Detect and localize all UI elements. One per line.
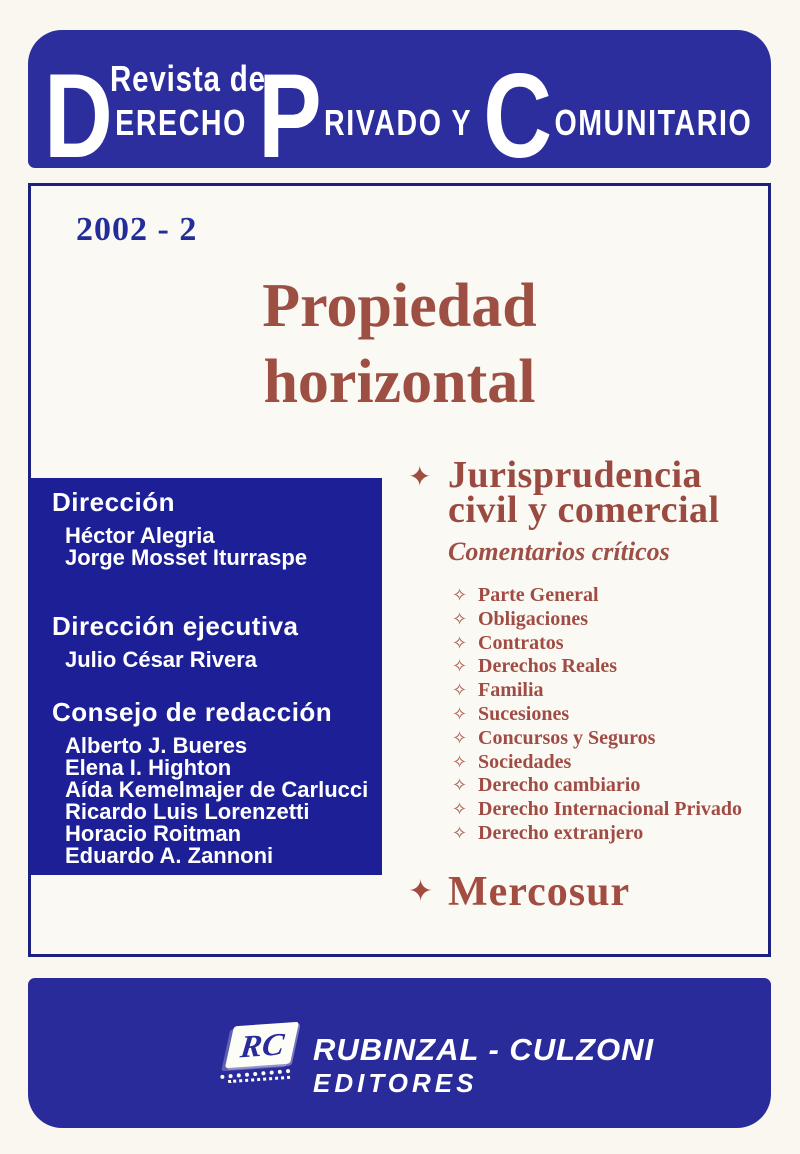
- brand-initial-p: P: [258, 49, 322, 168]
- diamond-bullet-icon: ✧: [452, 656, 468, 678]
- section-names: [65, 735, 374, 867]
- topic-item: ✧ Obligaciones: [452, 607, 589, 630]
- editor-name: Alberto J. Bueres: [65, 733, 248, 758]
- topic-item: ✧ Parte General: [452, 584, 599, 606]
- brand-caps-erecho: ERECHO: [115, 102, 247, 143]
- editors-section-direccion-ejecutiva: [52, 612, 374, 671]
- editor-name: Ricardo Luis Lorenzetti: [65, 799, 310, 824]
- cover-title-line1: Propiedad: [262, 272, 537, 340]
- section-names: [65, 525, 374, 569]
- editors-panel: [30, 478, 382, 875]
- brand-initial-c: C: [483, 49, 553, 168]
- masthead: [28, 30, 771, 168]
- brand-caps-rivado: RIVADO Y: [323, 102, 473, 143]
- topic-heading-text: [448, 454, 720, 567]
- brand-caps-omunitario: OMUNITARIO: [554, 102, 753, 143]
- diamond-bullet-icon: ✧: [452, 751, 468, 773]
- topic-item-list: [400, 584, 774, 846]
- brand-line: [44, 49, 753, 168]
- editor-name: Eduardo A. Zannoni: [65, 843, 274, 868]
- topic-heading-block: [400, 454, 774, 567]
- diamond-bullet-icon: ✧: [452, 632, 468, 654]
- topic-item: ✧ Contratos: [452, 631, 564, 654]
- diamond-bullet-icon: ✧: [452, 775, 468, 797]
- diamond-bullet-icon: ✧: [452, 822, 468, 844]
- diamond-bullet-icon: ✧: [452, 680, 468, 702]
- diamond-bullet-icon: ✧: [452, 727, 468, 749]
- publisher-band: [28, 978, 771, 1128]
- topic-item: ✧ Concursos y Seguros: [452, 726, 656, 749]
- cover-title: [28, 268, 771, 420]
- topic-title-line1: Jurisprudencia: [448, 454, 703, 496]
- topics-column: [400, 454, 774, 916]
- mercosur-row: [400, 868, 774, 916]
- topic-title: [448, 454, 720, 531]
- editor-name: Héctor Alegria: [65, 523, 215, 548]
- editor-name: Aída Kemelmajer de Carlucci: [65, 777, 369, 802]
- diamond-bullet-icon: ✧: [452, 703, 468, 725]
- star-bullet-icon: ✦: [408, 874, 434, 910]
- star-bullet-icon: ✦: [408, 460, 432, 493]
- editors-section-consejo: [52, 698, 374, 867]
- topic-item: ✧ Derecho cambiario: [452, 774, 641, 797]
- topic-item: ✧ Derecho Internacional Privado: [452, 798, 743, 821]
- diamond-bullet-icon: ✧: [452, 799, 468, 821]
- rc-logo-initials: RC: [238, 1025, 286, 1064]
- editor-name: Elena I. Highton: [65, 755, 232, 780]
- diamond-bullet-icon: ✧: [452, 585, 468, 606]
- publisher-name: RUBINZAL - CULZONI: [313, 1032, 655, 1067]
- topic-item: ✧ Sociedades: [452, 750, 572, 773]
- rc-logo-plate: [225, 1022, 299, 1068]
- rc-logo-icon: [220, 1022, 310, 1086]
- masthead-revista-label: Revista de: [110, 58, 266, 99]
- issue-label: 2002 - 2: [76, 211, 198, 248]
- brand-initial-d: D: [44, 49, 113, 168]
- section-heading: Consejo de redacción: [52, 697, 333, 727]
- topic-item: ✧ Derecho extranjero: [452, 821, 644, 844]
- editor-name: Jorge Mosset Iturraspe: [65, 545, 308, 570]
- section-names: [65, 649, 374, 671]
- publisher-subtitle: EDITORES: [313, 1068, 478, 1098]
- cover-title-line2: horizontal: [263, 348, 536, 416]
- topic-title-line2: civil y comercial: [448, 489, 720, 531]
- editor-name: Julio César Rivera: [65, 647, 257, 672]
- diamond-bullet-icon: ✧: [452, 608, 468, 630]
- editor-name: Horacio Roitman: [65, 821, 242, 846]
- topic-item: ✧ Sucesiones: [452, 702, 570, 725]
- topic-item: ✧ Familia: [452, 679, 544, 702]
- topic-item: ✧ Derechos Reales: [452, 655, 618, 678]
- section-heading: Dirección: [52, 487, 175, 517]
- editors-section-direccion: [52, 488, 374, 569]
- section-heading: Dirección ejecutiva: [52, 611, 299, 641]
- mercosur-label: Mercosur: [448, 868, 631, 915]
- topic-subtitle: Comentarios críticos: [448, 537, 670, 566]
